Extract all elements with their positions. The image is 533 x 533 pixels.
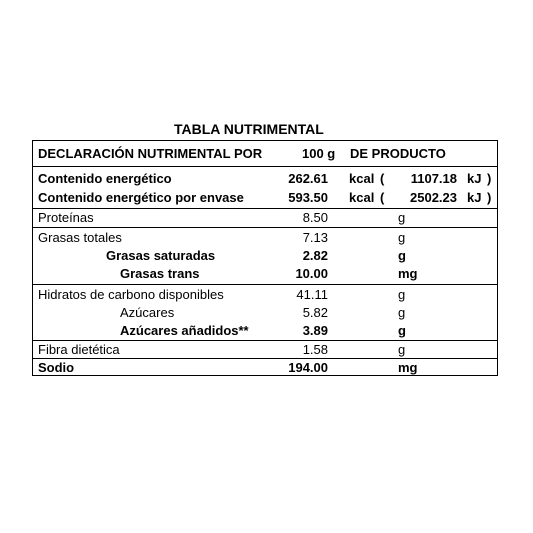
energy-label: Contenido energético — [38, 171, 172, 186]
proteinas-unit: g — [398, 210, 406, 225]
hidratos-label: Hidratos de carbono disponibles — [38, 287, 224, 302]
energy-package-label: Contenido energético por envase — [38, 190, 244, 205]
divider — [32, 208, 498, 209]
grasas-trans-unit: mg — [398, 266, 418, 281]
proteinas-label: Proteínas — [38, 210, 94, 225]
fibra-unit: g — [398, 342, 406, 357]
hidratos-unit: g — [398, 287, 406, 302]
energy-package-kcal-value: 593.50 — [288, 190, 328, 205]
header-amount: 100 g — [302, 146, 336, 161]
grasas-saturadas-label: Grasas saturadas — [106, 248, 216, 263]
grasas-saturadas-unit: g — [398, 248, 406, 263]
energy-package-open-paren: ( — [380, 190, 385, 205]
energy-package-kcal-unit: kcal — [349, 190, 375, 205]
table-title: TABLA NUTRIMENTAL — [174, 121, 324, 137]
energy-kj-unit: kJ — [467, 171, 482, 186]
grasas-trans-label: Grasas trans — [120, 266, 200, 281]
sodio-label: Sodio — [38, 360, 75, 375]
energy-package-kj-value: 2502.23 — [410, 190, 457, 205]
divider — [32, 227, 498, 228]
fibra-value: 1.58 — [302, 342, 328, 357]
grasas-trans-value: 10.00 — [295, 266, 328, 281]
divider — [32, 284, 498, 285]
energy-close-paren: ) — [487, 171, 492, 186]
azucares-unit: g — [398, 305, 406, 320]
energy-kcal-value: 262.61 — [288, 171, 328, 186]
grasas-saturadas-value: 2.82 — [302, 248, 328, 263]
proteinas-value: 8.50 — [302, 210, 328, 225]
divider — [32, 358, 498, 359]
azucares-label: Azúcares — [120, 305, 175, 320]
grasas-totales-label: Grasas totales — [38, 230, 122, 245]
grasas-totales-unit: g — [398, 230, 406, 245]
sodio-unit: mg — [398, 360, 418, 375]
hidratos-value: 41.11 — [296, 287, 328, 302]
energy-package-close-paren: ) — [487, 190, 492, 205]
header-suffix: DE PRODUCTO — [350, 146, 446, 161]
azucares-value: 5.82 — [302, 305, 328, 320]
divider — [32, 166, 498, 167]
energy-kj-value: 1107.18 — [410, 171, 457, 186]
azucares-anadidos-value: 3.89 — [302, 323, 328, 338]
energy-kcal-unit: kcal — [349, 171, 375, 186]
energy-package-kj-unit: kJ — [467, 190, 482, 205]
header-label: DECLARACIÓN NUTRIMENTAL POR — [38, 146, 263, 161]
fibra-label: Fibra dietética — [38, 342, 120, 357]
azucares-anadidos-unit: g — [398, 323, 406, 338]
sodio-value: 194.00 — [288, 360, 328, 375]
azucares-anadidos-label: Azúcares añadidos** — [120, 323, 249, 338]
divider — [32, 340, 498, 341]
grasas-totales-value: 7.13 — [302, 230, 328, 245]
energy-open-paren: ( — [380, 171, 385, 186]
